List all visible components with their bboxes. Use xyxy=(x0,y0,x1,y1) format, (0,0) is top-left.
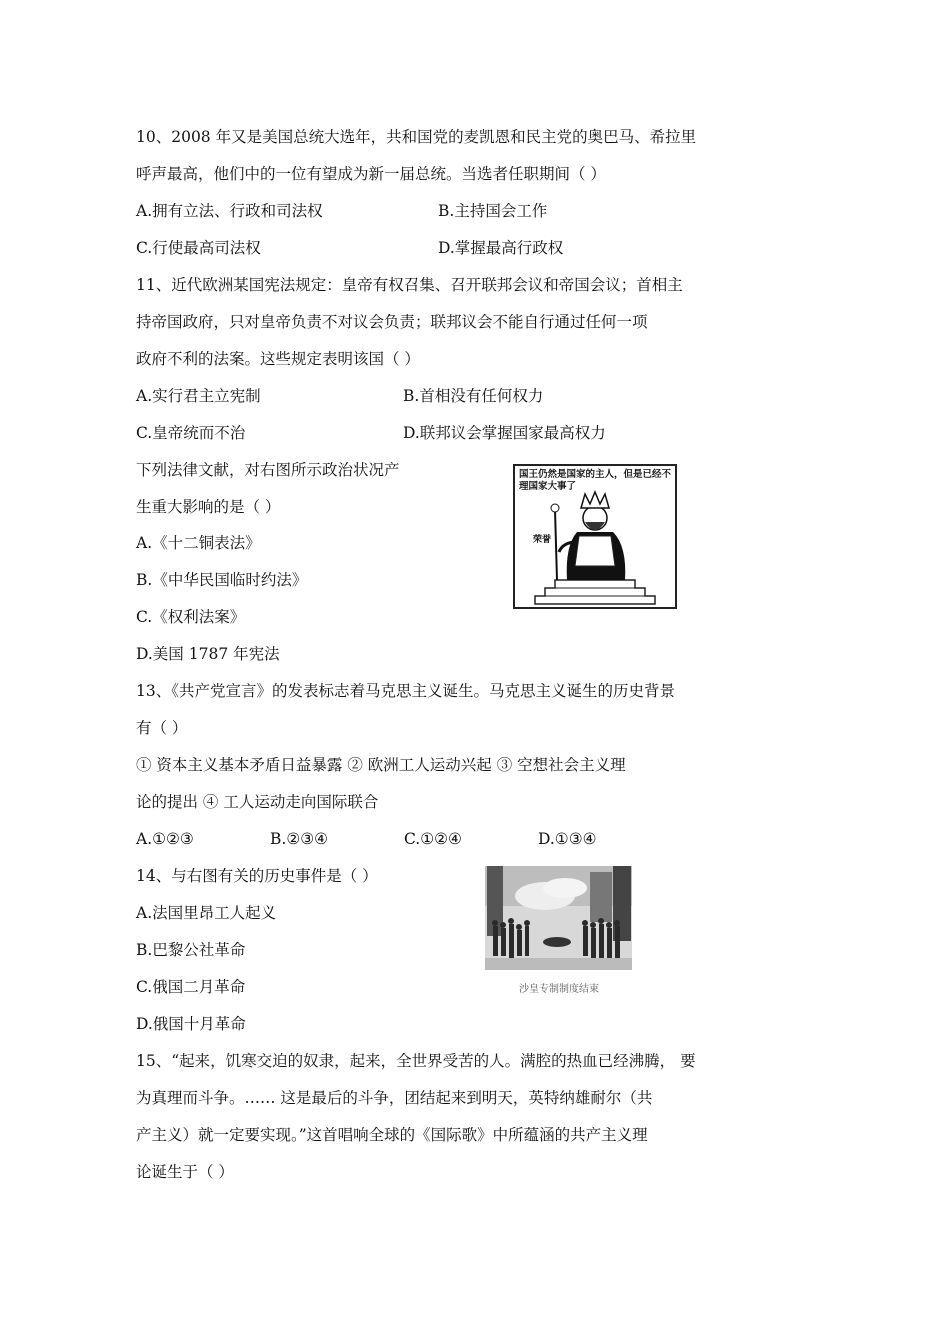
photo-caption: 沙皇专制制度结束 xyxy=(519,984,599,995)
q13-stem-line2: 有（ ） xyxy=(136,719,188,737)
q15-stem-line3: 产主义）就一定要实现。”这首唱响全球的《国际歌》中所蕴涵的共产主义理 xyxy=(136,1126,648,1144)
q14-stem-line1: 14、与右图有关的历史事件是（ ） xyxy=(136,867,378,885)
q13-option-d: D.①③④ xyxy=(538,830,597,848)
q13-stem-line4: 论的提出 ④ 工人运动走向国际联合 xyxy=(136,793,379,811)
q10-option-b: B.主持国会工作 xyxy=(438,202,548,220)
q13-option-c: C.①②④ xyxy=(404,830,462,848)
q11-stem-line3: 政府不利的法案。这些规定表明该国（ ） xyxy=(136,350,420,368)
q15-stem-line1: 15、“起来，饥寒交迫的奴隶，起来，全世界受苦的人。满腔的热血已经沸腾， 要 xyxy=(136,1052,696,1070)
q12-option-a: A.《十二铜表法》 xyxy=(136,534,261,552)
q13-option-a: A.①②③ xyxy=(136,830,194,848)
q12-stem-line1: 下列法律文献，对右图所示政治状况产 xyxy=(136,461,400,479)
q11-option-d: D.联邦议会掌握国家最高权力 xyxy=(403,424,606,442)
cartoon-label: 荣誉 xyxy=(533,535,552,545)
q14-option-c: C.俄国二月革命 xyxy=(136,978,246,996)
q14-option-a: A.法国里昂工人起义 xyxy=(136,904,277,922)
revolution-photo xyxy=(485,866,632,970)
q10-option-a: A.拥有立法、行政和司法权 xyxy=(136,202,323,220)
q10-option-d: D.掌握最高行政权 xyxy=(438,239,564,257)
q15-stem-line4: 论诞生于（ ） xyxy=(136,1163,234,1181)
q10-stem-line2: 呼声最高，他们中的一位有望成为新一届总统。当选者任职期间（ ） xyxy=(136,165,606,183)
q11-stem-line2: 持帝国政府，只对皇帝负责不对议会负责；联邦议会不能自行通过任何一项 xyxy=(136,313,648,331)
q12-option-c: C.《权利法案》 xyxy=(136,608,246,626)
crowd-photo-illustration xyxy=(485,866,632,970)
q14-option-b: B.巴黎公社革命 xyxy=(136,941,246,959)
king-cartoon-figure xyxy=(513,464,677,609)
q10-option-c: C.行使最高司法权 xyxy=(136,239,261,257)
q13-option-b: B.②③④ xyxy=(270,830,329,848)
q12-option-b: B.《中华民国临时约法》 xyxy=(136,571,308,589)
q11-option-c: C.皇帝统而不治 xyxy=(136,424,246,442)
q12-option-d: D.美国 1787 年宪法 xyxy=(136,645,280,663)
q11-option-b: B.首相没有任何权力 xyxy=(403,387,544,405)
q10-stem-line1: 10、2008 年又是美国总统大选年，共和国党的麦凯恩和民主党的奥巴马、希拉里 xyxy=(136,128,697,146)
q12-stem-line2: 生重大影响的是（ ） xyxy=(136,498,281,516)
q11-option-a: A.实行君主立宪制 xyxy=(136,387,261,405)
q13-stem-line3: ① 资本主义基本矛盾日益暴露 ② 欧洲工人运动兴起 ③ 空想社会主义理 xyxy=(136,756,626,774)
q13-stem-line1: 13、《共产党宣言》的发表标志着马克思主义诞生。马克思主义诞生的历史背景 xyxy=(136,682,675,700)
q14-option-d: D.俄国十月革命 xyxy=(136,1015,246,1033)
q15-stem-line2: 为真理而斗争。…… 这是最后的斗争，团结起来到明天，英特纳雄耐尔（共 xyxy=(136,1089,653,1107)
cartoon-caption: 国王仍然是国家的主人，但是已经不理国家大事了 xyxy=(519,469,672,492)
q11-stem-line1: 11、近代欧洲某国宪法规定：皇帝有权召集、召开联邦会议和帝国会议；首相主 xyxy=(136,276,683,294)
